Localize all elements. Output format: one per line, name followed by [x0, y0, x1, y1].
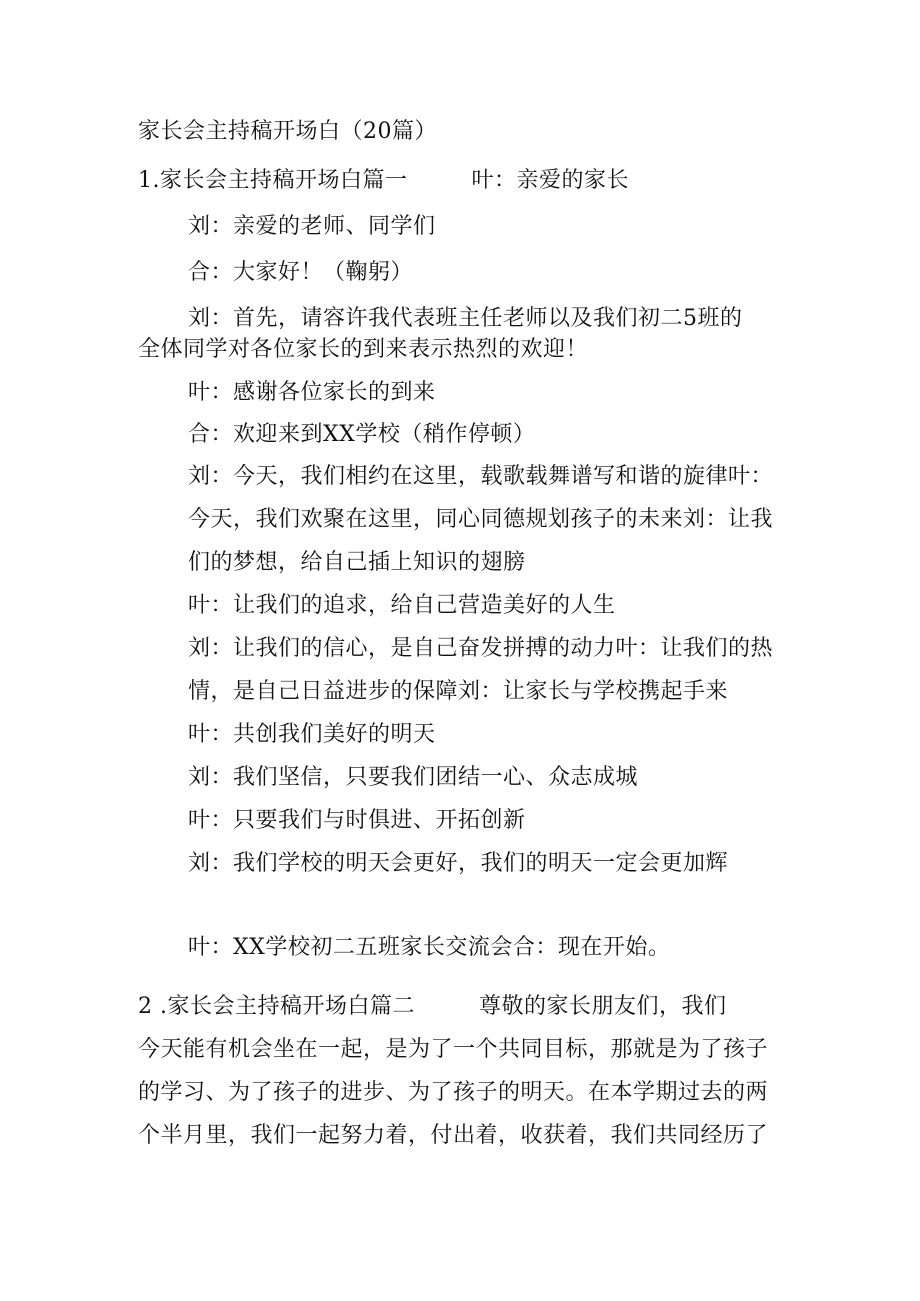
section-2-line-2: 的学习、为了孩子的进步、为了孩子的明天。在本学期过去的两	[138, 1080, 769, 1105]
section-1-line-12: 情，是自己日益进步的保障刘：让家长与学校携起手来	[188, 679, 729, 704]
section-1-heading: 1.家长会主持稿开场白篇一	[138, 168, 408, 193]
document-title: 家长会主持稿开场白（20篇）	[138, 119, 437, 144]
section-1-line-7: 刘：今天，我们相约在这里，载歌载舞谱写和谐的旋律叶：	[188, 464, 774, 489]
section-1-line-4: 全体同学对各位家长的到来表示热烈的欢迎！	[138, 337, 589, 362]
section-1-line-8: 今天，我们欢聚在这里，同心同德规划孩子的未来刘：让我	[188, 507, 774, 532]
section-1-line-16: 刘：我们学校的明天会更好，我们的明天一定会更加辉	[188, 851, 729, 876]
section-1-heading-row	[138, 166, 629, 196]
section-1-line-15: 叶：只要我们与时俱进、开拓创新	[188, 808, 526, 833]
section-1-line-10: 叶：让我们的追求，给自己营造美好的人生	[188, 593, 616, 618]
section-1-line-3: 刘：首先，请容许我代表班主任老师以及我们初二5班的	[188, 306, 743, 331]
section-2-heading-row	[138, 992, 727, 1022]
section-1-heading-tail: 叶：亲爱的家长	[471, 168, 630, 193]
section-1-line-6: 合：欢迎来到XX学校（稍作停顿）	[188, 422, 536, 447]
section-2-heading-tail: 尊敬的家长朋友们，我们	[478, 994, 727, 1019]
section-1-line-11: 刘：让我们的信心，是自己奋发拼搏的动力叶：让我们的热	[188, 636, 774, 661]
section-2-heading: 2 .家长会主持稿开场白篇二	[138, 994, 415, 1019]
section-2-line-3: 个半月里，我们一起努力着，付出着，收获着，我们共同经历了	[138, 1123, 769, 1148]
section-1-line-13: 叶：共创我们美好的明天	[188, 722, 436, 747]
section-1-line-17: 叶：XX学校初二五班家长交流会合：现在开始。	[188, 935, 671, 960]
section-1-line-9: 们的梦想，给自己插上知识的翅膀	[188, 550, 526, 575]
section-1-line-1: 刘：亲爱的老师、同学们	[188, 214, 436, 239]
section-1-line-14: 刘：我们坚信，只要我们团结一心、众志成城	[188, 765, 639, 790]
section-1-line-2: 合：大家好！（鞠躬）	[188, 260, 414, 285]
section-2-line-1: 今天能有机会坐在一起，是为了一个共同目标，那就是为了孩子	[138, 1037, 769, 1062]
section-1-line-5: 叶：感谢各位家长的到来	[188, 380, 436, 405]
